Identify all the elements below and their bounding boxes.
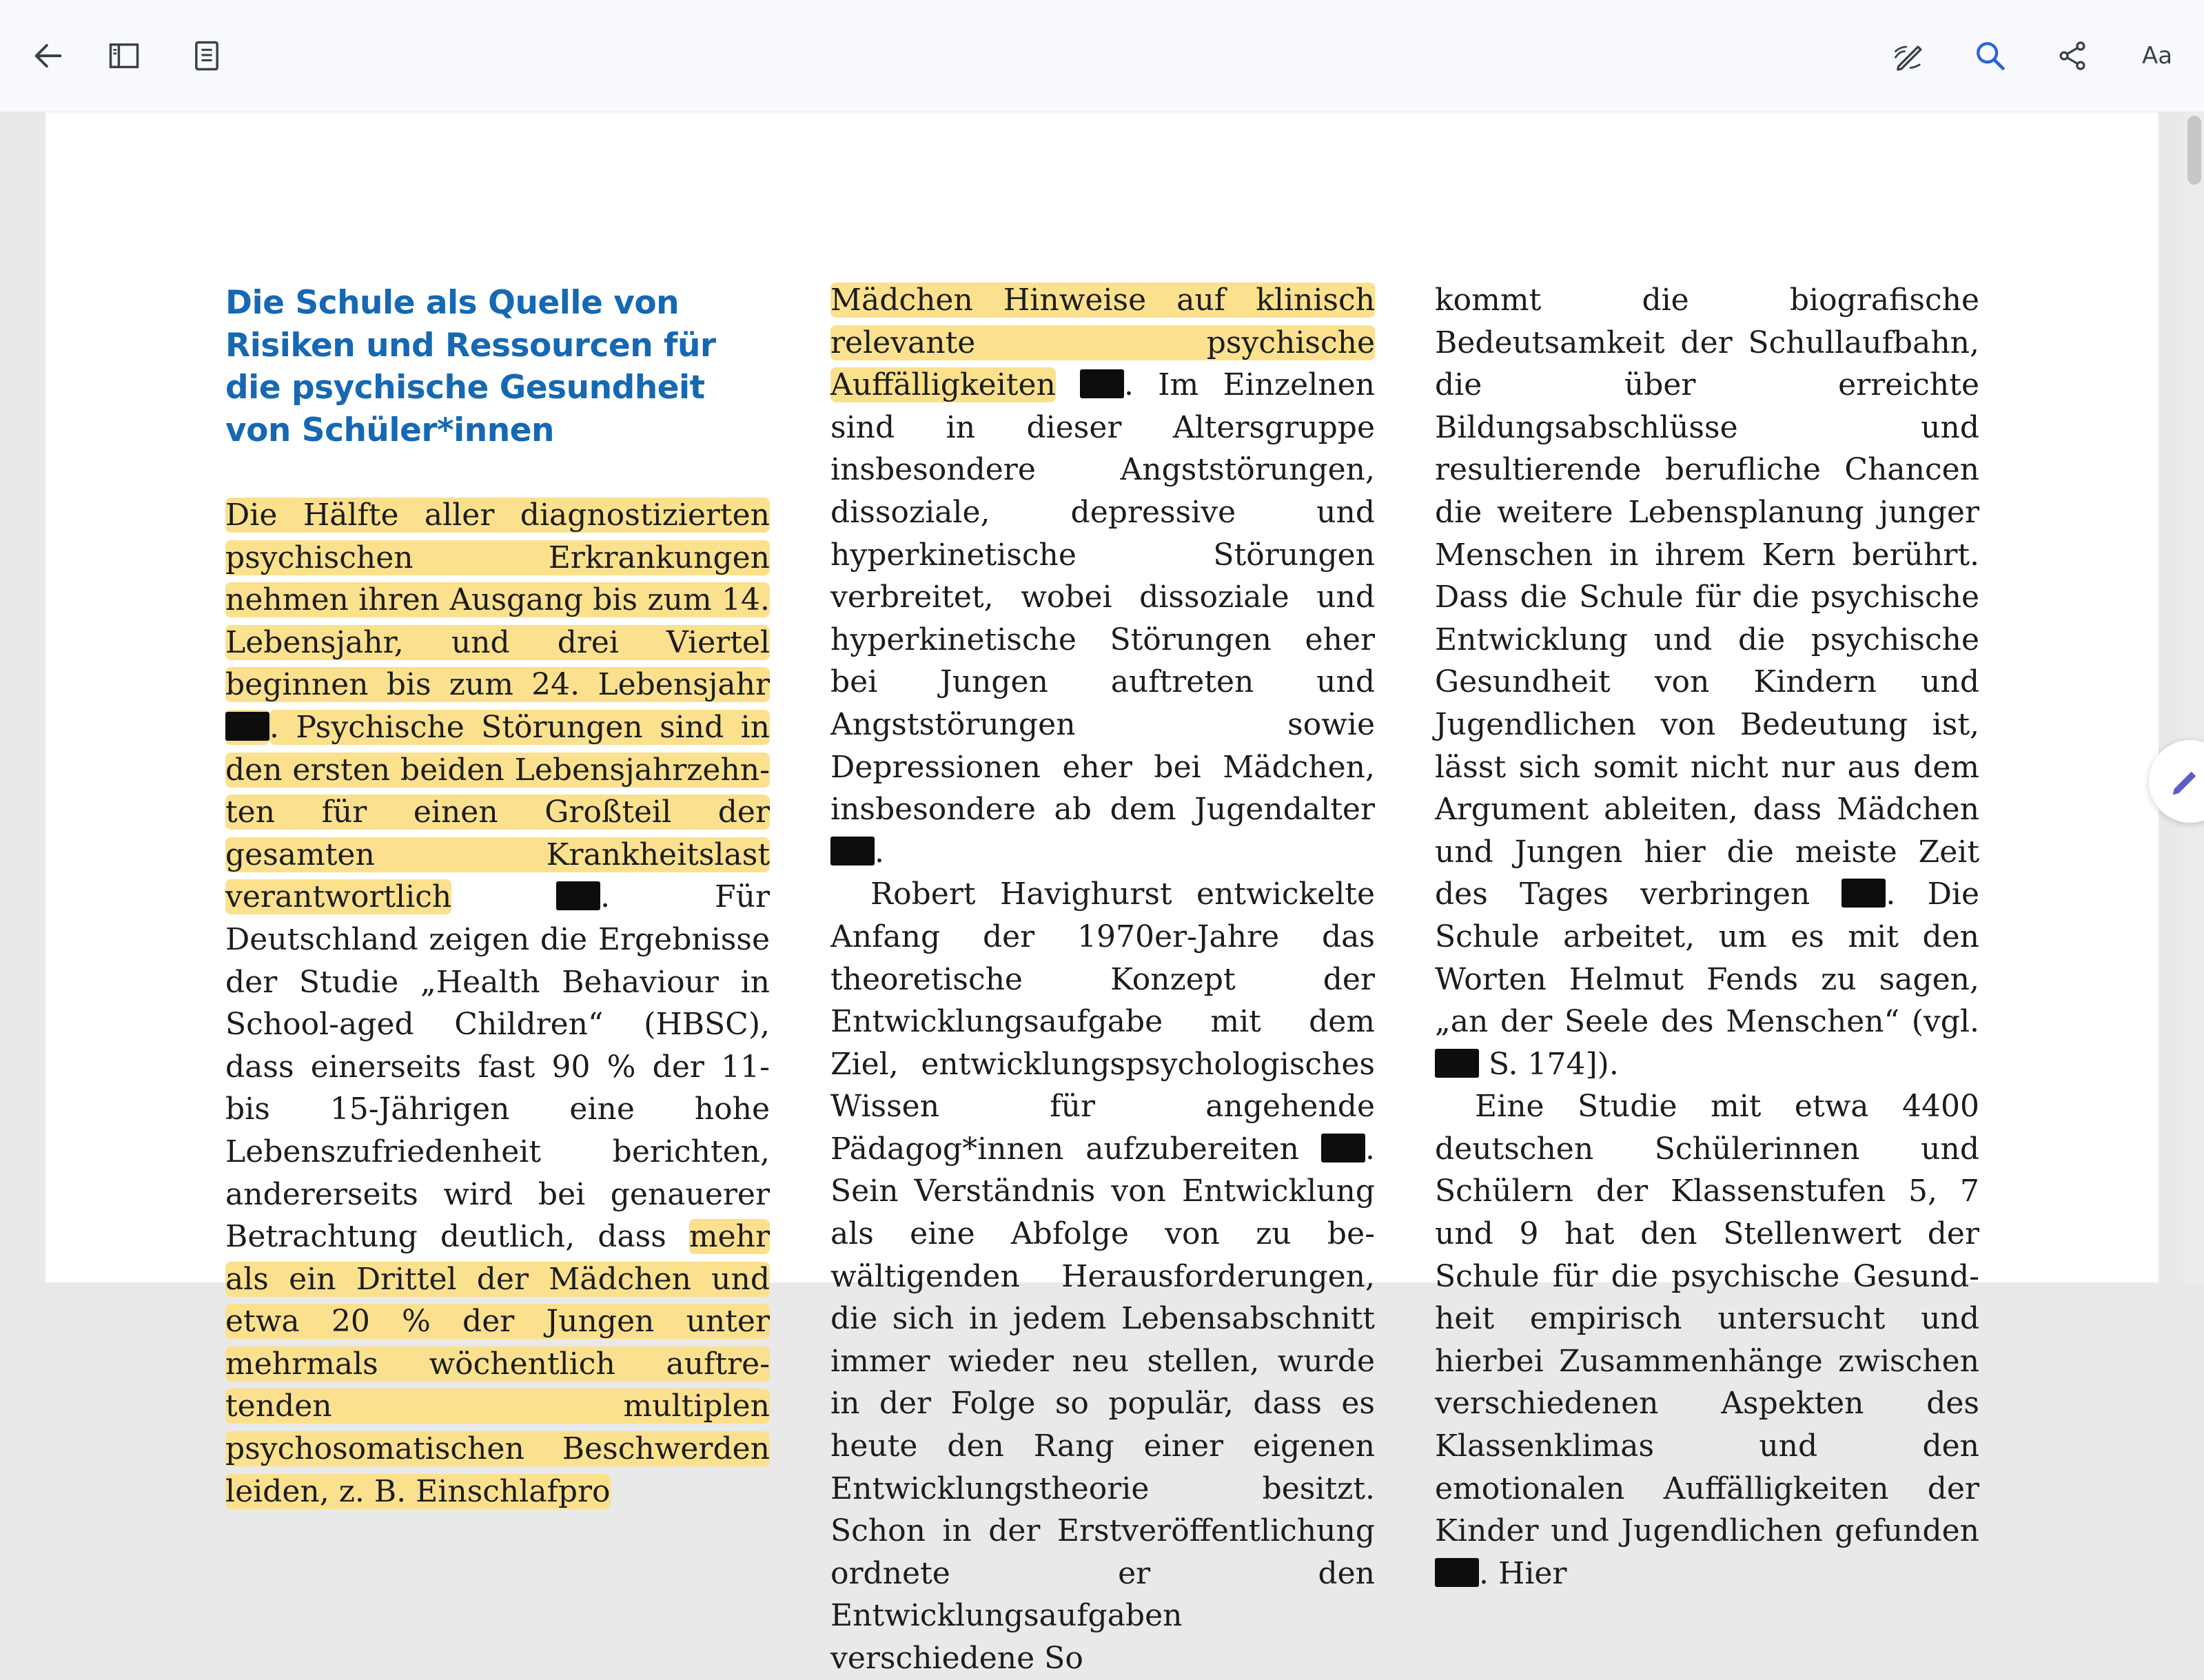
share-icon: [2054, 38, 2090, 74]
citation-marker[interactable]: [1841, 879, 1886, 908]
arrow-left-icon: [30, 38, 66, 74]
pen-draw-icon: [1891, 38, 1927, 74]
citation-marker[interactable]: [1080, 369, 1124, 398]
text-settings-button[interactable]: [2136, 35, 2178, 76]
paragraph-text: . Die Schule arbeitet, um es mit den Worten Helmut Fends zu sagen, „an der Seele des Menschen“ (vgl.: [1435, 877, 1979, 1040]
paragraph: [830, 279, 1375, 873]
paragraph-text: Eine Studie mit etwa 4400 deutschen Schülerinnen und Schülern der Klassenstufen 5, 7 und 9 hat den Stellenwert der Schule für die psychische Gesundheit empirisch untersucht und hierbei Zusammenhänge zwischen verschiedenen Aspekten des Klassenklimas und den emotionalen Auffälligkeiten der Kinder und Jugendlichen gefunden: [1435, 1089, 1979, 1549]
paragraph: [1435, 1085, 1979, 1595]
paragraph-text: . Im Einzelnen sind in dieser Altersgruppe insbesondere Angststörungen, dissoziale, depressive und hyperkinetische Störungen verbreitet, wobei dissoziale und hyperkinetische Störungen eher bei Jungen auftreten und Angststörungen sowie Depressionen eher bei Mädchen, insbesondere ab dem Jugendalter: [830, 367, 1375, 828]
highlight[interactable]: Die Hälfte aller diagnostizierten psychischen Erkrankungen nehmen ihren Ausgang bis zum 14. Lebensjahr, und drei Viertel beginnen bis zum 24. Lebensjahr: [225, 498, 770, 703]
section-heading: Die Schule als Quelle von Risiken und Ressourcen für die psychische Gesundheit von Schüler*innen: [225, 284, 716, 449]
text-column-1: [225, 282, 770, 1513]
back-button[interactable]: [28, 35, 69, 76]
citation-marker[interactable]: [1435, 1049, 1479, 1078]
text-settings-label: Aa: [2141, 42, 2173, 70]
document-page: [45, 112, 2159, 1676]
text-column-3: [1435, 279, 1979, 1595]
paragraph: [1435, 279, 1979, 1085]
paragraph-text: Robert Havighurst entwickelte Anfang der 1970er-Jahre das theoretische Konzept der Entwicklungsaufgabe mit dem Ziel, entwicklungspsychologisches Wissen für angehende Pädagog*innen aufzubereiten: [830, 877, 1375, 1167]
scrollbar-thumb[interactable]: [2187, 116, 2201, 185]
share-button[interactable]: [2052, 35, 2093, 76]
search-icon: [1972, 38, 2008, 74]
paragraph: [225, 494, 770, 1513]
paragraph-text: S. 174]).: [1479, 1046, 1619, 1082]
sidebar-panel-icon: [106, 38, 142, 74]
paragraph-text: . Hier: [1479, 1555, 1567, 1591]
highlight[interactable]: [225, 710, 269, 745]
pen-edit-icon: [2167, 765, 2203, 801]
paragraph-text: .: [875, 834, 884, 870]
search-button[interactable]: [1970, 35, 2011, 76]
highlight[interactable]: . Psychische Störungen sind in den ersten beiden Lebensjahrzehnten für einen Großteil der gesamten Krankheitslast verantwortlich: [225, 709, 770, 915]
highlight[interactable]: mehr als ein Drittel der Mädchen und etwa 20 % der Jungen unter mehrmals wöchentlich auftretenden multiplen psychosomatischen Beschwerden leiden, z. B. Einschlafpro: [225, 1219, 770, 1509]
document-page-icon: [189, 38, 225, 74]
citation-marker[interactable]: [1435, 1558, 1479, 1587]
paragraph-text: . Für Deutschland zeigen die Ergebnisse der Studie „Health Behaviour in School-aged Children“ (HBSC), dass einerseits fast 90 % der 11- bis 15-Jährigen eine hohe Lebenszufriedenheit berichten, andererseits wird bei genauerer Betrachtung deutlich, dass: [225, 879, 770, 1255]
citation-marker[interactable]: [830, 837, 875, 865]
citation-marker[interactable]: [556, 881, 600, 910]
annotate-button[interactable]: [1888, 35, 1930, 76]
sidebar-toggle-button[interactable]: [103, 35, 145, 76]
paragraph-text: . Sein Verständnis von Entwicklung als eine Abfolge von zu bewältigenden Herausforderungen, die sich in jedem Lebensabschnitt immer wieder neu stellen, wurde in der Folge so populär, dass es heute den Rang einer eigenen Entwicklungstheorie besitzt. Schon in der Erstveröffentlichung ordnete er den Entwicklungsaufgaben verschiedene So: [830, 1131, 1375, 1676]
highlight[interactable]: Mädchen Hinweise auf klinisch relevante psychische Auffälligkeiten: [830, 283, 1375, 403]
citation-marker[interactable]: [1321, 1134, 1365, 1162]
scrollbar[interactable]: [2183, 112, 2204, 1282]
citation-marker[interactable]: [225, 712, 269, 741]
page-view-button[interactable]: [186, 35, 227, 76]
paragraph: [830, 873, 1375, 1679]
text-column-2: [830, 279, 1375, 1680]
paragraph-text: kommt die biografische Bedeutsamkeit der Schullaufbahn, die über erreichte Bildungsabschlüsse und resultierende berufliche Chancen die weitere Lebensplanung junger Menschen in ihrem Kern berührt. Dass die Schule für die psychische Entwicklung und die psychische Gesundheit von Kindern und Jugendlichen von Bedeutung ist, lässt sich somit nicht nur aus dem Argument ableiten, dass Mädchen und Jungen hier die meiste Zeit des Tages verbringen: [1435, 283, 1979, 912]
top-toolbar: [0, 0, 2204, 112]
